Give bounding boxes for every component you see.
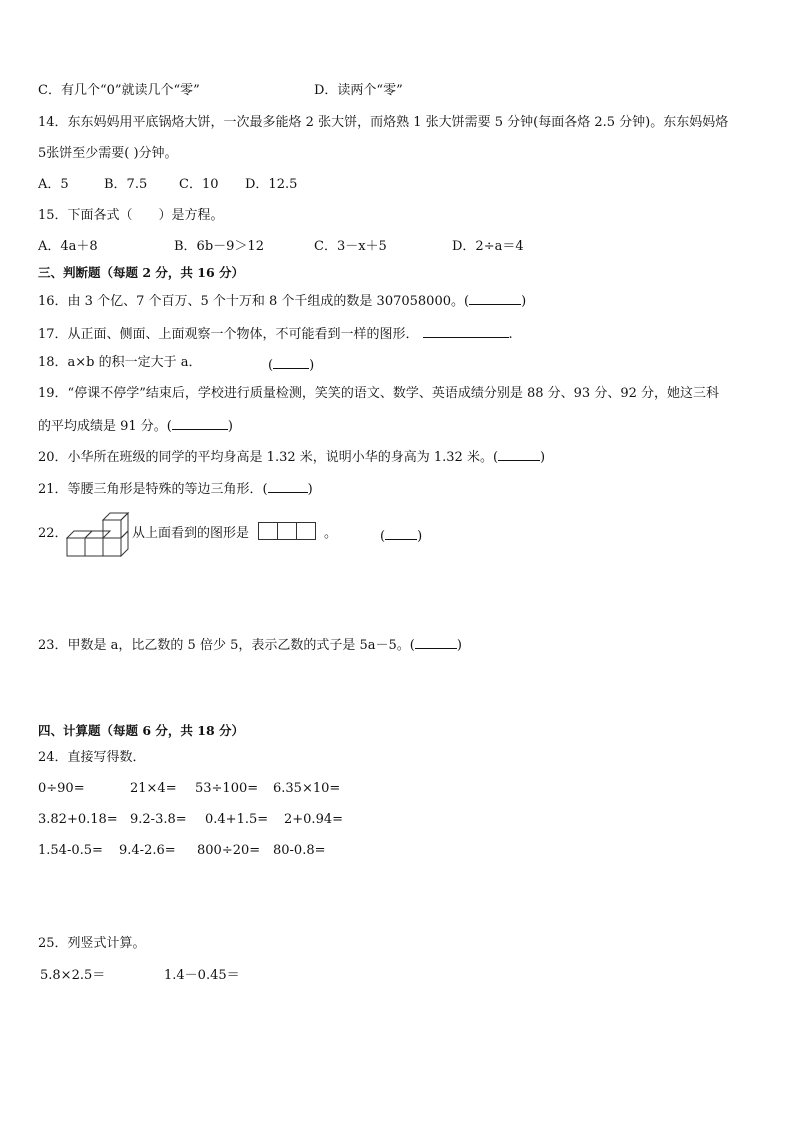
q25-stem: 25．列竖式计算。	[38, 936, 146, 951]
q15-option-a: A．4a＋8	[38, 239, 98, 254]
section-4-heading: 四、计算题（每题 6 分，共 18 分）	[38, 723, 245, 738]
q19-answer-blank[interactable]	[172, 415, 228, 430]
q24-stem: 24．直接写得数．	[38, 750, 146, 765]
q18-paren-open: (	[268, 358, 274, 373]
q24-item: 1.54-0.5=	[38, 843, 103, 858]
top-view-square	[296, 522, 316, 540]
q16-text: 16．由 3 个亿、7 个百万、5 个十万和 8 个千组成的数是 307058000。(	[38, 294, 470, 309]
q24-item: 0.4+1.5=	[205, 812, 269, 827]
q17-period: .	[508, 327, 513, 342]
q20-text: 20．小华所在班级的同学的平均身高是 1.32 米，说明小华的身高为 1.32 米。(	[38, 450, 499, 465]
q13-option-c: C．有几个“0”就读几个“零”	[38, 83, 200, 98]
q23-text: 23．甲数是 a，比乙数的 5 倍少 5，表示乙数的式子是 5a－5。(	[38, 638, 415, 653]
q18-answer-blank[interactable]	[273, 354, 309, 369]
q24-item: 800÷20=	[197, 843, 261, 858]
q23-line	[38, 634, 462, 655]
q24-item: 9.4-2.6=	[119, 843, 176, 858]
q17-answer-blank[interactable]	[423, 323, 509, 338]
q23-answer-blank[interactable]	[415, 634, 457, 649]
q20-paren-close: )	[540, 450, 546, 465]
q17-text: 17．从正面、侧面、上面观察一个物体，不可能看到一样的图形．	[38, 327, 419, 342]
q20-line	[38, 446, 545, 467]
q14-option-c: C．10	[179, 177, 219, 192]
q19-stem-line2: 的平均成绩是 91 分。(	[38, 419, 172, 434]
q13-option-d: D．读两个“零”	[314, 83, 403, 98]
top-view-square	[277, 522, 297, 540]
q14-option-b: B．7.5	[104, 177, 148, 192]
q19-paren-close: )	[227, 419, 233, 434]
q18-paren-close: )	[309, 358, 315, 373]
q20-answer-blank[interactable]	[498, 446, 540, 461]
q24-item: 53÷100=	[195, 781, 259, 796]
q22-answer	[380, 525, 422, 546]
q22-text: 从上面看到的图形是	[132, 526, 250, 541]
q18-text: 18．a×b 的积一定大于 a．	[38, 355, 202, 370]
q24-item: 9.2-3.8=	[130, 812, 187, 827]
q14-stem-line2: 5张饼至少需要( )分钟。	[38, 146, 178, 161]
section-3-heading: 三、判断题（每题 2 分，共 16 分）	[38, 265, 245, 280]
q15-stem: 15．下面各式（ ）是方程。	[38, 208, 224, 223]
q17-line	[38, 323, 513, 344]
q24-item: 21×4=	[130, 781, 177, 796]
q21-line	[38, 478, 313, 499]
q24-item: 80-0.8=	[273, 843, 326, 858]
q21-text: 21．等腰三角形是特殊的等边三角形．(	[38, 482, 268, 497]
q24-item: 0÷90=	[38, 781, 85, 796]
q18-line	[38, 354, 202, 372]
q18-answer	[268, 354, 314, 375]
q16-paren-close: )	[521, 294, 527, 309]
cube-stack-figure	[66, 508, 132, 557]
q22-paren-close: )	[417, 529, 423, 544]
q19-stem-line1: 19．“停课不停学”结束后，学校进行质量检测，笑笑的语文、数学、英语成绩分别是 88 分、93 分、92 分，她这三科	[38, 386, 719, 401]
q22-answer-blank[interactable]	[385, 525, 417, 540]
q15-option-c: C．3－x＋5	[314, 239, 387, 254]
q22-paren-open: (	[380, 529, 386, 544]
q21-paren-close: )	[307, 482, 313, 497]
q15-option-d: D．2÷a＝4	[452, 239, 524, 254]
top-view-square	[258, 522, 278, 540]
q25-expression-1: 5.8×2.5＝	[40, 968, 106, 983]
q15-option-b: B．6b－9＞12	[174, 239, 264, 254]
q16-line	[38, 290, 526, 311]
q22-end: 。	[324, 526, 338, 541]
q23-paren-close: )	[456, 638, 462, 653]
q14-option-a: A．5	[38, 177, 69, 192]
q24-item: 6.35×10=	[273, 781, 341, 796]
q24-item: 2+0.94=	[284, 812, 344, 827]
q19-line2	[38, 415, 233, 436]
q22-number: 22．	[38, 526, 68, 541]
q25-expression-2: 1.4－0.45＝	[164, 968, 240, 983]
q14-option-d: D．12.5	[245, 177, 298, 192]
q16-answer-blank[interactable]	[469, 290, 521, 305]
q21-answer-blank[interactable]	[268, 478, 308, 493]
q14-stem-line1: 14．东东妈妈用平底锅烙大饼，一次最多能烙 2 张大饼，而烙熟 1 张大饼需要 5 分钟(每面各烙 2.5 分钟)。东东妈妈烙	[38, 115, 729, 130]
q22-top-view-boxes	[258, 522, 316, 540]
q24-item: 3.82+0.18=	[38, 812, 118, 827]
